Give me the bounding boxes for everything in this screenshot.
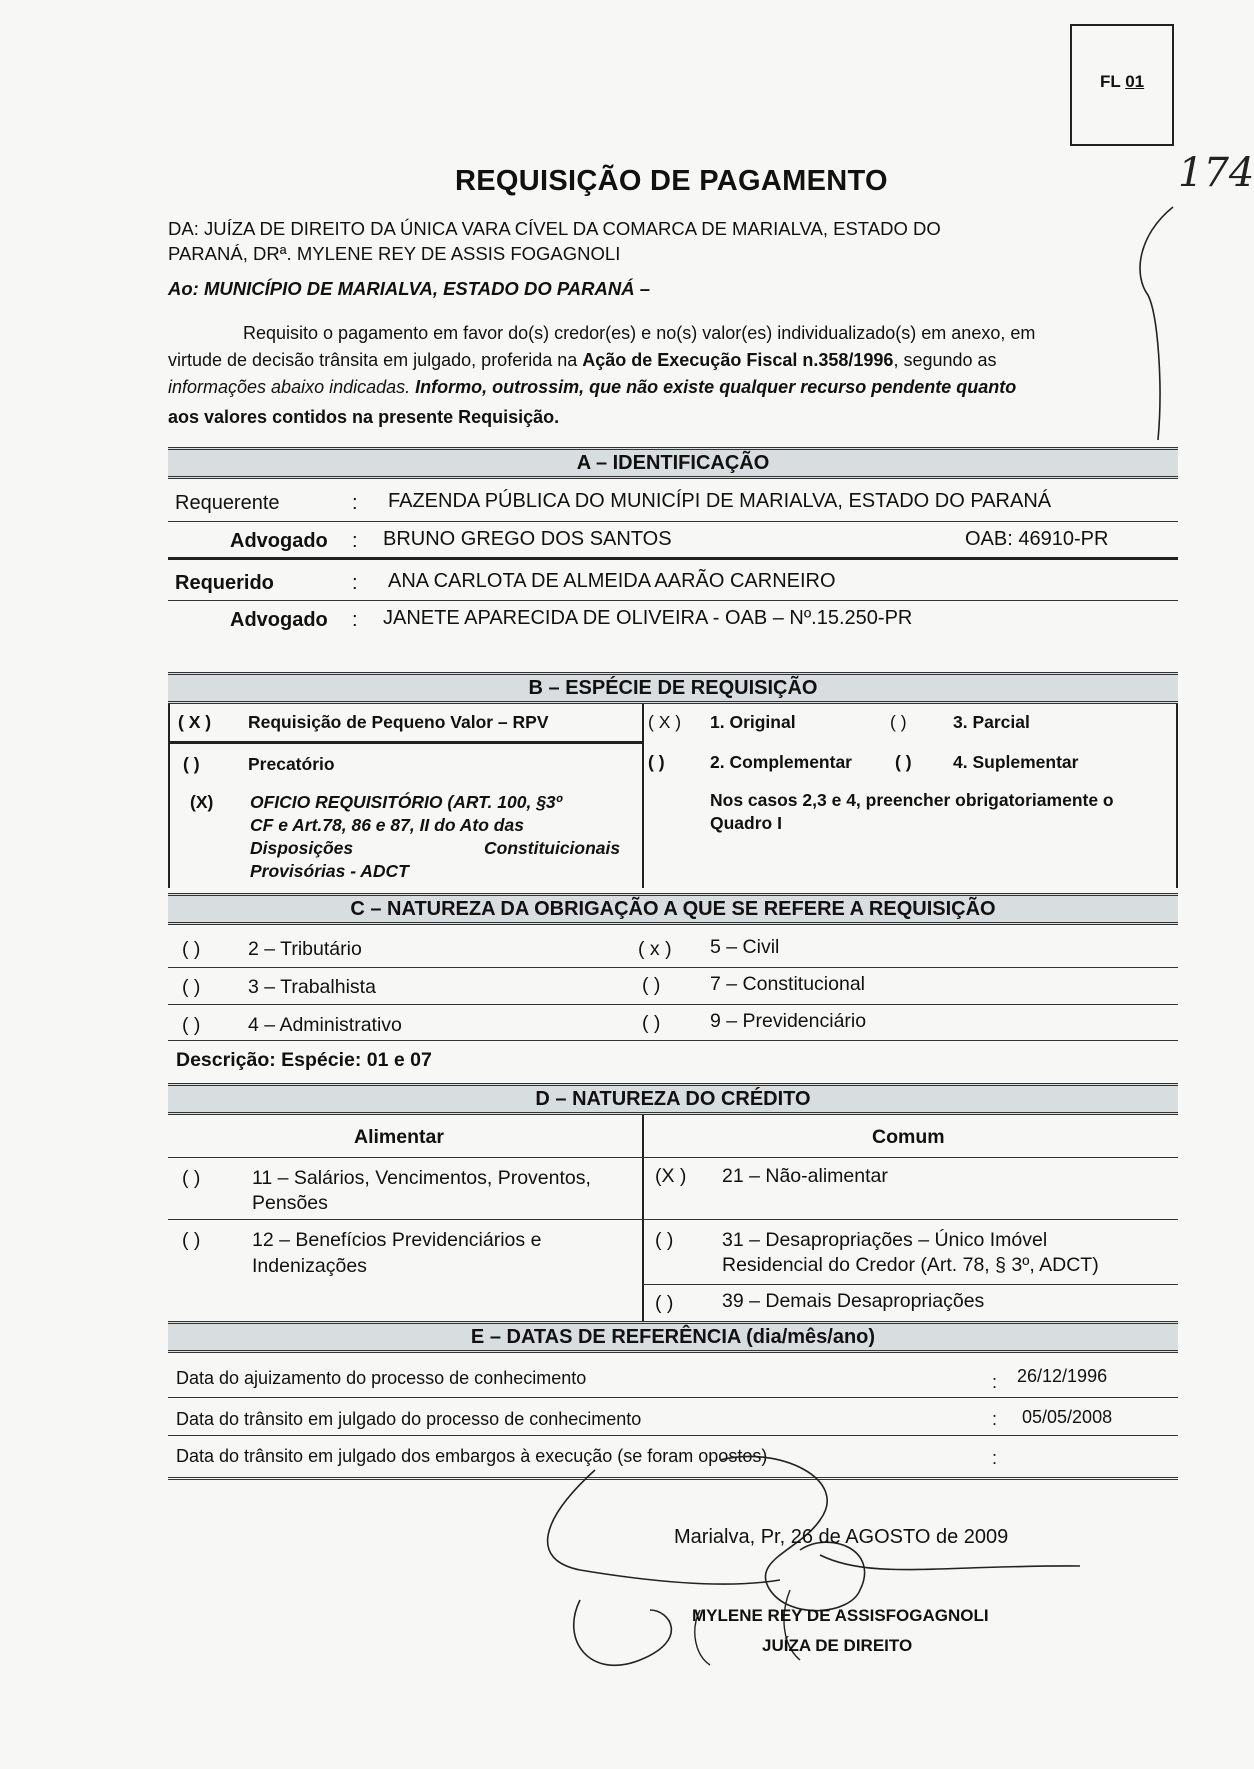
- intro-line-3: informações abaixo indicadas. Informo, outrossim, que não existe qualquer recurso pendente quanto: [168, 377, 1017, 397]
- complementar-label: 2. Complementar: [710, 752, 852, 772]
- item-31-line-1: 31 – Desapropriações – Único Imóvel: [722, 1229, 1048, 1251]
- label-previdenciario: 9 – Previdenciário: [710, 1010, 867, 1032]
- handwritten-page-number: 174: [1178, 150, 1254, 196]
- intro-line-4: aos valores contidos na presente Requisição.: [168, 407, 560, 427]
- place-date: Marialva, Pr, 26 de AGOSTO de 2009: [674, 1526, 1009, 1548]
- checkbox-administrativo[interactable]: ( ): [182, 1014, 201, 1036]
- colon: :: [992, 1448, 998, 1468]
- rpv-checkbox[interactable]: ( X ): [178, 712, 212, 732]
- oficio-checkbox[interactable]: (X): [190, 792, 214, 812]
- label-tributario: 2 – Tributário: [248, 938, 362, 960]
- to-line: Ao: MUNICÍPIO DE MARIALVA, ESTADO DO PARANÁ –: [168, 278, 651, 299]
- complementar-checkbox[interactable]: ( ): [648, 752, 665, 772]
- colon: :: [352, 530, 358, 552]
- section-d-header: D – NATUREZA DO CRÉDITO: [168, 1083, 1178, 1115]
- checkbox-constitucional[interactable]: ( ): [642, 974, 661, 996]
- item-11-line-2: Pensões: [252, 1192, 328, 1214]
- divider: [168, 557, 1178, 560]
- label-trabalhista: 3 – Trabalhista: [248, 976, 376, 998]
- from-line-2: PARANÁ, DRª. MYLENE REY DE ASSIS FOGAGNOLI: [168, 243, 621, 264]
- intro-line-2: virtude de decisão trânsita em julgado, proferida na Ação de Execução Fiscal n.358/1996, segundo as: [168, 350, 997, 370]
- note-line-2: Quadro I: [710, 813, 782, 833]
- rpv-label: Requisição de Pequeno Valor – RPV: [248, 712, 549, 732]
- oficio-line-4: Provisórias - ADCT: [250, 861, 409, 881]
- item-11-line-1: 11 – Salários, Vencimentos, Proventos,: [252, 1167, 591, 1189]
- divider: [168, 1004, 1178, 1005]
- item-21: 21 – Não-alimentar: [722, 1165, 888, 1187]
- colon: :: [992, 1372, 998, 1392]
- requerente-label: Requerente: [175, 492, 280, 514]
- section-b-header: B – ESPÉCIE DE REQUISIÇÃO: [168, 672, 1178, 704]
- date-label-ajuizamento: Data do ajuizamento do processo de conhecimento: [176, 1368, 587, 1388]
- oficio-line-3b: Constituicionais: [484, 838, 621, 858]
- colon: :: [992, 1409, 998, 1429]
- checkbox-trabalhista[interactable]: ( ): [182, 976, 201, 998]
- note-line-1: Nos casos 2,3 e 4, preencher obrigatoriamente o: [710, 790, 1114, 810]
- precatorio-checkbox[interactable]: ( ): [183, 754, 200, 774]
- divider: [168, 1397, 1178, 1398]
- date-label-transito-conhecimento: Data do trânsito em julgado do processo de conhecimento: [176, 1409, 642, 1429]
- original-checkbox[interactable]: ( X ): [648, 712, 682, 732]
- document-title: REQUISIÇÃO DE PAGAMENTO: [455, 165, 888, 197]
- divider: [168, 1157, 1178, 1158]
- precatorio-label: Precatório: [248, 754, 335, 774]
- section-c-header: C – NATUREZA DA OBRIGAÇÃO A QUE SE REFERE A REQUISIÇÃO: [168, 893, 1178, 925]
- label-constitucional: 7 – Constitucional: [710, 973, 866, 995]
- divider: [168, 967, 1178, 968]
- signer-role: JUÍZA DE DIREITO: [762, 1636, 913, 1655]
- colon: :: [352, 492, 358, 514]
- checkbox-31[interactable]: ( ): [655, 1229, 674, 1251]
- parcial-checkbox[interactable]: ( ): [890, 712, 907, 732]
- advogado-value: JANETE APARECIDA DE OLIVEIRA - OAB – Nº.15.250-PR: [383, 607, 913, 629]
- descricao: Descrição: Espécie: 01 e 07: [176, 1049, 432, 1071]
- parcial-label: 3. Parcial: [953, 712, 1030, 732]
- requerido-value: ANA CARLOTA DE ALMEIDA AARÃO CARNEIRO: [388, 570, 836, 592]
- date-value-transito-conhecimento: 05/05/2008: [1022, 1407, 1113, 1427]
- checkbox-39[interactable]: ( ): [655, 1292, 674, 1314]
- from-line-1: DA: JUÍZA DE DIREITO DA ÚNICA VARA CÍVEL DA COMARCA DE MARIALVA, ESTADO DO: [168, 218, 941, 239]
- column-divider: [642, 704, 644, 888]
- item-39: 39 – Demais Desapropriações: [722, 1290, 985, 1312]
- checkbox-tributario[interactable]: ( ): [182, 938, 201, 960]
- divider: [168, 741, 642, 744]
- checkbox-civil[interactable]: ( x ): [638, 938, 672, 960]
- section-a-header: A – IDENTIFICAÇÃO: [168, 447, 1178, 479]
- item-12-line-2: Indenizações: [252, 1255, 367, 1277]
- oficio-line-1: OFICIO REQUISITÓRIO (ART. 100, §3º: [250, 792, 563, 812]
- checkbox-21[interactable]: (X ): [655, 1165, 687, 1187]
- advogado-label: Advogado: [230, 530, 328, 552]
- checkbox-previdenciario[interactable]: ( ): [642, 1012, 661, 1034]
- requerido-label: Requerido: [175, 572, 274, 594]
- colon: :: [352, 609, 358, 631]
- oab-value: OAB: 46910-PR: [965, 528, 1109, 550]
- divider: [168, 1040, 1178, 1041]
- original-label: 1. Original: [710, 712, 796, 732]
- requerente-value: FAZENDA PÚBLICA DO MUNICÍPI DE MARIALVA, ESTADO DO PARANÁ: [388, 490, 1052, 512]
- oficio-line-3a: Disposições: [250, 838, 354, 858]
- checkbox-11[interactable]: ( ): [182, 1167, 201, 1189]
- margin-bracket-mark: [1128, 205, 1178, 445]
- signer-name: MYLENE REY DE ASSISFOGAGNOLI: [692, 1606, 989, 1625]
- checkbox-12[interactable]: ( ): [182, 1229, 201, 1251]
- section-e-header: E – DATAS DE REFERÊNCIA (dia/mês/ano): [168, 1321, 1178, 1353]
- divider: [168, 521, 1178, 522]
- suplementar-label: 4. Suplementar: [953, 752, 1079, 772]
- oficio-line-2: CF e Art.78, 86 e 87, II do Ato das: [250, 815, 524, 835]
- colon: :: [352, 572, 358, 594]
- advogado-label: Advogado: [230, 609, 328, 631]
- divider: [168, 600, 1178, 601]
- date-label-transito-embargos: Data do trânsito em julgado dos embargos à execução (se foram opostos): [176, 1446, 768, 1466]
- date-value-ajuizamento: 26/12/1996: [1017, 1366, 1108, 1386]
- column-divider: [642, 1115, 644, 1321]
- intro-line-1: Requisito o pagamento em favor do(s) credor(es) e no(s) valor(es) individualizado(s) em anexo, em: [243, 323, 1036, 343]
- divider: [642, 1284, 1178, 1285]
- col-alimentar: Alimentar: [354, 1126, 444, 1148]
- advogado-value: BRUNO GREGO DOS SANTOS: [383, 528, 672, 550]
- suplementar-checkbox[interactable]: ( ): [895, 752, 912, 772]
- item-12-line-1: 12 – Benefícios Previdenciários e: [252, 1229, 542, 1251]
- col-comum: Comum: [872, 1126, 945, 1148]
- label-administrativo: 4 – Administrativo: [248, 1014, 402, 1036]
- divider: [168, 1219, 1178, 1220]
- label-civil: 5 – Civil: [710, 936, 780, 958]
- divider: [168, 1435, 1178, 1436]
- folio-label: FL 01: [1100, 72, 1145, 91]
- item-31-line-2: Residencial do Credor (Art. 78, § 3º, ADCT): [722, 1254, 1099, 1276]
